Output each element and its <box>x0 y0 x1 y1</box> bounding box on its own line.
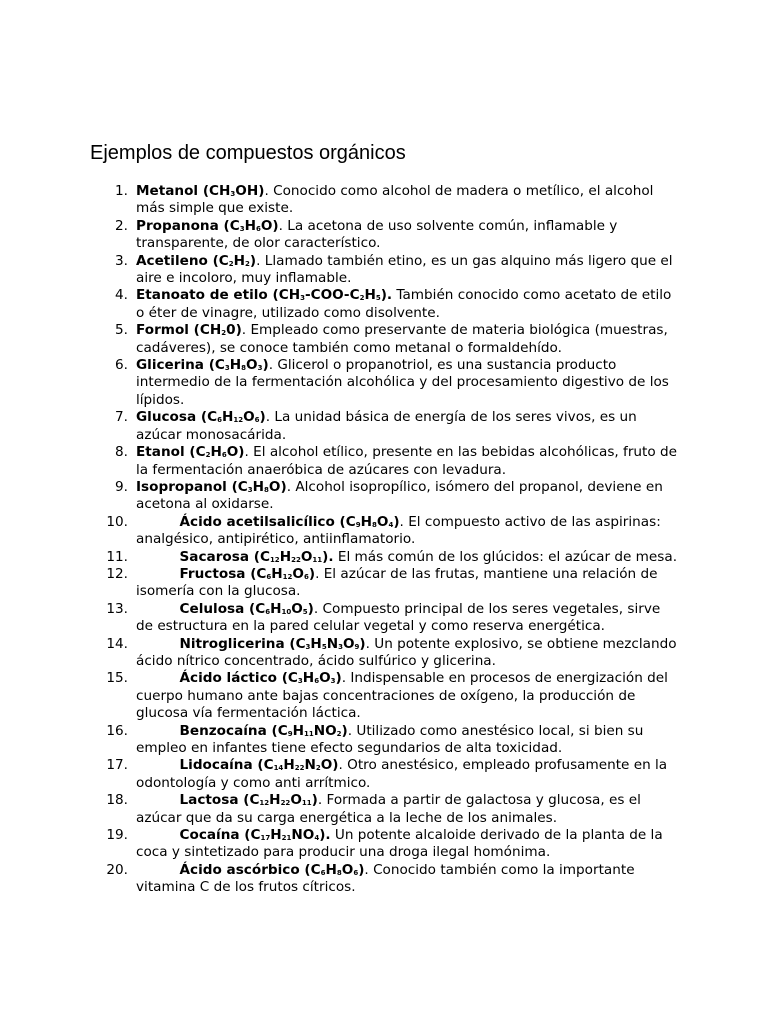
compound-description: . Utilizado como anestésico local, si bien su empleo en infantes tiene efecto segundarios de alta toxicidad. <box>136 722 644 756</box>
formula-subscript: 3 <box>230 190 236 198</box>
list-item <box>0 253 678 288</box>
compound-description: El más común de los glúcidos: el azúcar de mesa. <box>333 548 678 565</box>
formula-subscript: 3 <box>300 294 305 303</box>
list-item <box>0 792 678 827</box>
name-text: ). <box>380 287 393 304</box>
compound-description: . El azúcar de las frutas, mantiene una relación de isomería con la glucosa. <box>136 565 658 600</box>
list-item <box>0 479 678 514</box>
list-item <box>0 514 678 549</box>
list-item <box>0 409 678 444</box>
formula-subscript: 9 <box>354 642 360 651</box>
item-number: 15. <box>106 670 128 687</box>
formula-subscript: 3 <box>305 642 311 651</box>
formula-subscript: 6 <box>266 572 272 581</box>
item-number: 11. <box>106 548 128 565</box>
formula-subscript: 11 <box>301 799 312 808</box>
compound-name <box>136 444 244 460</box>
formula-subscript: 2 <box>315 764 321 773</box>
compound-description: . Un potente explosivo, se obtiene mezclando ácido nítrico concentrado, ácido sulfúrico y glicerina. <box>136 635 677 669</box>
formula-subscript: 22 <box>294 764 305 773</box>
compound-description: . Indispensable en procesos de energización del cuerpo humano ante bajas concentraciones de oxígeno, la producción de glucosa vía fermentación láctica. <box>136 670 668 722</box>
compound-description: . Alcohol isopropílico, isómero del propanol, deviene en acetona al oxidarse. <box>136 478 663 513</box>
name-text: ). <box>322 548 334 565</box>
compound-description: . Compuesto principal de los seres vegetales, sirve de estructura en la pared celular vegetal y como reserva energética. <box>136 600 661 635</box>
name-text: Lactosa (C <box>179 792 260 809</box>
compound-name <box>180 670 342 686</box>
item-number: 5. <box>115 322 128 339</box>
name-text: Metanol (CH <box>136 183 231 199</box>
name-text: ) <box>341 722 348 739</box>
compound-name <box>136 322 242 338</box>
name-text: Glicerina (C <box>136 357 225 374</box>
formula-subscript: 2 <box>336 729 342 738</box>
name-text: Isopropanol (C <box>136 478 248 495</box>
item-number: 10. <box>106 513 128 530</box>
formula-subscript: 8 <box>372 520 377 529</box>
item-number: 9. <box>115 478 128 495</box>
compound-name <box>136 357 269 373</box>
list-item <box>0 601 678 636</box>
name-text: H <box>270 827 282 844</box>
name-text: Etanol (C <box>136 444 206 461</box>
formula-subscript: 3 <box>257 364 263 373</box>
name-text: Glucosa (C <box>136 409 218 426</box>
compound-list <box>0 183 768 897</box>
compound-name <box>180 549 334 565</box>
formula-subscript: 5 <box>375 294 381 303</box>
compound-name <box>180 514 400 530</box>
formula-subscript: 11 <box>303 729 314 738</box>
formula-subscript: 4 <box>314 834 320 843</box>
name-text: O <box>246 357 258 374</box>
page-title: Ejemplos de compuestos orgánicos <box>90 142 406 164</box>
item-number: 4. <box>115 287 128 304</box>
compound-name <box>180 792 318 808</box>
name-text: O <box>341 861 354 878</box>
list-item <box>0 444 678 479</box>
item-number: 3. <box>115 252 128 269</box>
compound-name <box>136 287 392 303</box>
name-text: O <box>300 548 313 565</box>
compound-name <box>136 409 266 425</box>
list-item <box>0 757 678 792</box>
item-number: 8. <box>115 444 128 461</box>
compound-description: . Formada a partir de galactosa y glucosa, es el azúcar que da su carga energética a la leche de los animales. <box>136 792 641 826</box>
formula-subscript: 10 <box>281 607 292 616</box>
compound-name <box>136 183 264 199</box>
name-text: Acetileno (C <box>136 252 229 269</box>
name-text: ). <box>319 827 331 844</box>
list-item <box>0 287 678 322</box>
item-number: 1. <box>115 183 128 199</box>
compound-name <box>180 827 331 843</box>
name-text: O <box>243 409 255 426</box>
formula-subscript: 12 <box>282 572 293 581</box>
name-text: ) <box>262 357 269 374</box>
name-text: O) <box>268 478 287 495</box>
name-text: N <box>326 635 339 652</box>
compound-name <box>180 601 314 617</box>
name-text: Lidocaína (C <box>179 757 274 774</box>
name-text: ) <box>393 513 400 530</box>
formula-subscript: 3 <box>330 677 336 686</box>
formula-subscript: 12 <box>269 555 280 564</box>
name-text: O) <box>260 217 279 234</box>
formula-subscript: 3 <box>338 642 343 651</box>
compound-description: . Empleado como preservante de materia biológica (muestras, cadáveres), se conoce también como metanal o formaldehído. <box>136 322 668 356</box>
formula-subscript: 17 <box>260 834 271 843</box>
list-item <box>0 566 678 601</box>
name-text: NO <box>291 827 315 844</box>
compound-description: . Conocido también como la importante vitamina C de los frutos cítricos. <box>136 861 635 896</box>
compound-name <box>180 862 365 878</box>
name-text: Formol (CH <box>136 322 222 339</box>
name-text: O <box>290 792 302 809</box>
formula-subscript: 6 <box>254 416 260 425</box>
name-text: Ácido acetilsalicílico (C <box>179 513 356 530</box>
name-text: H <box>210 444 222 461</box>
name-text: OH) <box>235 183 265 199</box>
formula-subscript: 8 <box>241 364 247 373</box>
name-text: ) <box>358 861 365 878</box>
item-number: 12. <box>106 565 128 582</box>
list-item <box>0 549 678 566</box>
compound-description: Un potente alcaloide derivado de la planta de la coca y sintetizado para producir una droga ilegal homónima. <box>136 827 663 861</box>
name-text: H <box>270 600 282 617</box>
name-text: H <box>252 478 265 495</box>
name-text: -COO-C <box>304 287 360 304</box>
name-text: H <box>302 670 315 687</box>
name-text: H <box>310 635 322 652</box>
formula-subscript: 5 <box>302 607 308 616</box>
name-text: ) <box>311 792 318 809</box>
name-text: O <box>342 635 355 652</box>
name-text: ) <box>259 409 266 426</box>
list-item <box>0 636 678 671</box>
formula-subscript: 5 <box>321 642 327 651</box>
compound-name <box>180 636 366 652</box>
formula-subscript: 6 <box>303 572 309 581</box>
list-item <box>0 218 678 253</box>
name-text: H <box>271 565 283 582</box>
formula-subscript: 2 <box>221 329 227 338</box>
formula-subscript: 4 <box>388 520 394 529</box>
list-item <box>0 723 678 758</box>
name-text: H <box>325 861 337 878</box>
name-text: ) <box>308 565 316 582</box>
formula-subscript: 9 <box>287 729 293 738</box>
compound-name <box>180 757 339 773</box>
compound-name <box>136 479 287 495</box>
name-text: O <box>376 513 389 530</box>
list-item <box>0 670 678 722</box>
formula-subscript: 9 <box>355 520 361 529</box>
formula-subscript: 3 <box>239 224 245 233</box>
compound-description: . Glicerol o propanotriol, es una sustancia producto intermedio de la fermentación alcohólica y del procesamiento digestivo de los lípidos. <box>136 357 669 408</box>
compound-description: También conocido como acetato de etilo o éter de vinagre, utilizado como disolvente. <box>136 287 672 321</box>
list-item <box>0 862 678 897</box>
compound-description: . El alcohol etílico, presente en las bebidas alcohólicas, fruto de la fermentación anaeróbica de azúcares con levadura. <box>136 444 677 478</box>
name-text: H <box>292 722 304 739</box>
name-text: Sacarosa (C <box>179 548 270 565</box>
formula-subscript: 2 <box>228 259 234 268</box>
name-text: Etanoato de etilo (CH <box>136 287 301 304</box>
name-text: O) <box>226 444 245 461</box>
formula-subscript: 6 <box>217 416 222 425</box>
list-item <box>0 357 678 409</box>
formula-subscript: 11 <box>312 555 323 564</box>
name-text: ) <box>335 670 342 687</box>
name-text: 0) <box>226 322 242 339</box>
name-text: Ácido láctico (C <box>179 670 298 687</box>
compound-description: . El compuesto activo de las aspirinas: analgésico, antipirético, antiinflamatorio. <box>136 513 661 548</box>
formula-subscript: 21 <box>281 834 292 843</box>
name-text: H <box>279 548 292 565</box>
name-text: H <box>233 252 246 269</box>
list-item <box>0 183 678 218</box>
formula-subscript: 2 <box>359 294 365 303</box>
name-text: H <box>244 217 256 234</box>
name-text: Fructosa (C <box>179 565 267 582</box>
item-number: 20. <box>106 861 128 878</box>
name-text: H <box>283 757 295 774</box>
name-text: O) <box>320 757 339 774</box>
list-item <box>0 322 678 357</box>
name-text: H <box>364 287 376 304</box>
compound-name <box>136 218 279 234</box>
compound-description: . Otro anestésico, empleado profusamente en la odontología y como anti arrítmico. <box>136 757 668 791</box>
name-text: Propanona (C <box>136 217 240 234</box>
name-text: Nitroglicerina (C <box>179 635 306 652</box>
compound-description: . La acetona de uso solvente común, inflamable y transparente, de olor característico. <box>136 217 618 252</box>
formula-subscript: 2 <box>245 259 250 268</box>
formula-subscript: 6 <box>265 607 271 616</box>
formula-subscript: 3 <box>247 485 253 494</box>
formula-subscript: 6 <box>221 451 227 460</box>
item-number: 19. <box>106 827 128 844</box>
compound-description: . Conocido como alcohol de madera o metílico, el alcohol más simple que existe. <box>136 183 654 217</box>
item-number: 6. <box>115 357 128 374</box>
formula-subscript: 8 <box>264 485 269 494</box>
formula-subscript: 6 <box>314 677 320 686</box>
compound-description: . La unidad básica de energía de los seres vivos, es un azúcar monosacárida. <box>136 409 637 443</box>
list-item <box>0 827 678 862</box>
name-text: H <box>269 792 281 809</box>
formula-subscript: 12 <box>233 416 244 425</box>
formula-subscript: 2 <box>205 451 211 460</box>
item-number: 7. <box>115 409 128 426</box>
name-text: Cocaína (C <box>179 827 261 844</box>
name-text: Ácido ascórbico (C <box>179 861 321 878</box>
item-number: 14. <box>106 635 128 652</box>
formula-subscript: 3 <box>224 364 230 373</box>
name-text: ) <box>359 635 366 652</box>
compound-description: . Llamado también etino, es un gas alquino más ligero que el aire e incoloro, muy inflamable. <box>136 252 673 287</box>
formula-subscript: 8 <box>336 868 342 877</box>
item-number: 13. <box>106 600 128 617</box>
name-text: NO <box>313 722 337 739</box>
name-text: Benzocaína (C <box>179 722 288 739</box>
formula-subscript: 6 <box>255 224 261 233</box>
formula-subscript: 12 <box>259 799 270 808</box>
compound-name <box>180 566 316 582</box>
item-number: 2. <box>115 217 128 234</box>
item-number: 16. <box>106 722 128 739</box>
formula-subscript: 22 <box>291 555 301 564</box>
formula-subscript: 3 <box>297 677 303 686</box>
item-number: 17. <box>106 757 128 774</box>
name-text: H <box>229 357 242 374</box>
name-text: H <box>360 513 373 530</box>
formula-subscript: 14 <box>273 764 284 773</box>
compound-name <box>136 253 256 269</box>
name-text: O <box>291 600 303 617</box>
formula-subscript: 6 <box>353 868 359 877</box>
name-text: Celulosa (C <box>179 600 266 617</box>
name-text: O <box>292 565 304 582</box>
name-text: ) <box>249 252 257 269</box>
name-text: ) <box>307 600 314 617</box>
name-text: N <box>304 757 316 774</box>
name-text: H <box>221 409 234 426</box>
name-text: O <box>319 670 331 687</box>
item-number: 18. <box>106 792 128 809</box>
formula-subscript: 22 <box>280 799 291 808</box>
compound-name <box>180 723 348 739</box>
formula-subscript: 6 <box>320 868 326 877</box>
